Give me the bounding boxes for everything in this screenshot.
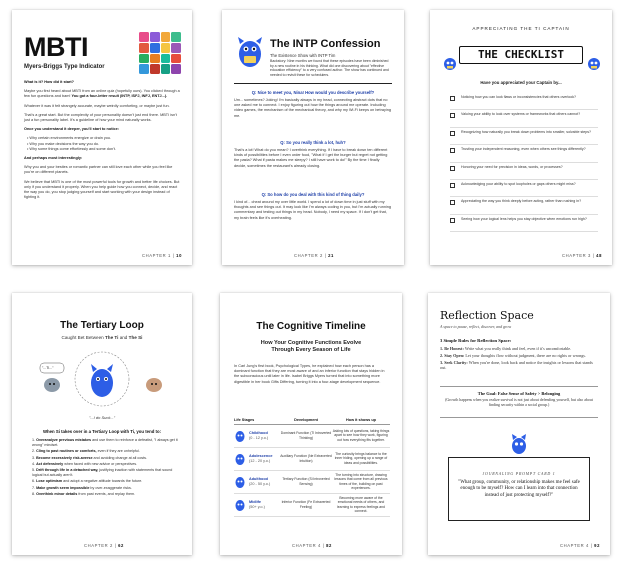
list-item: 2. Cling to past routines or comforts, even if they are unhelpful. <box>32 449 140 454</box>
timeline-title: The Cognitive Timeline <box>256 321 366 332</box>
answer: Um... sometimes? Joking! I'm basically always in my head, connecting abstract dots that no one asked me to connect. I enjoy figuring out how the things around me operate. Including video games, the mechanism of the mechanical theory, and why my Wi-Fi keeps on betraying me. <box>234 98 391 118</box>
checklist-item[interactable]: Noticing how you can look flaws or inconsistencies that others overlook? <box>450 93 598 110</box>
type-mascot-tile <box>139 64 149 74</box>
list-item: 8. Overthink minor details from past events, and replay them. <box>32 491 136 496</box>
qa-block <box>234 192 392 221</box>
checklist-item[interactable]: Honoring your need for precision in ideas, words, or processes? <box>450 163 598 180</box>
para-1b: You got a four-letter result (INTP, ISFJ, INFJ, ENTJ...). <box>71 94 168 99</box>
checklist-item[interactable]: Trusting your independent reasoning, even when others see things differently? <box>450 145 598 162</box>
type-mascot-tile <box>171 64 181 74</box>
mascot-icon <box>586 55 602 71</box>
mascot-icon <box>234 475 246 489</box>
perhaps-heading: And perhaps most interestingly: <box>24 156 83 161</box>
divider <box>440 386 598 387</box>
type-mascot-tile <box>161 64 171 74</box>
rules-heading: 3 Simple Rules for Reflection Space: <box>440 338 512 343</box>
page-footer: CHAPTER 4 | 82 <box>292 543 332 548</box>
mascot-icon <box>234 498 246 512</box>
type-mascot-tile <box>171 54 181 64</box>
type-mascot-tile <box>150 43 160 53</box>
list-item: 1. Overanalyze previous mistakes and use them to reinforce a defeatist, "I always get it wrong" mindset. <box>32 438 178 448</box>
checkbox[interactable] <box>450 166 455 171</box>
checklist-item[interactable]: Recognizing how naturally you break down problems into smaller, solvable steps? <box>450 128 598 145</box>
checklist-item[interactable]: Acknowledging your ability to spot loopholes or gaps others might miss? <box>450 180 598 197</box>
tertiary-title: The Tertiary Loop <box>60 320 144 331</box>
rule-item: 2. Stay Open: Let your thoughts flow without judgment, there are no rights or wrongs. <box>440 352 586 358</box>
type-mascot-tile <box>150 54 160 64</box>
checklist-item[interactable]: Seeing how your logical lens helps you stay objective when emotions run high? <box>450 215 598 232</box>
page-tertiary-loop <box>12 293 192 555</box>
mascot-icon <box>234 429 246 443</box>
table-row: Adolescence (12 - 20 y.o.) Auxiliary Function (Ne Extraverted Intuition) The curiosity brings balance to the inner hiding, opening up a range of ideas and possibilities. <box>234 448 390 471</box>
page-mbti-intro <box>12 10 192 265</box>
journaling-prompt-card <box>448 457 590 521</box>
list-item: 5. Drift through life in a detached way, justifying inaction with statements that sound logical but actually aren't. <box>32 468 173 478</box>
type-mascot-tile <box>161 43 171 53</box>
type-mascot-tile <box>171 43 181 53</box>
confession-title: The INTP Confession <box>270 38 381 50</box>
prompt-card-label: JOURNALING PROMPT CARD 1 <box>482 472 556 476</box>
answer: I kind of... cheat around my over little world. I spend a lot of down time in just stuff with my thoughts and see things out. It may look like I'm always coding in you, but I'm actually running commentary and testing out things in my head. Nobody, I need my space. If I don't get that, my brain feels like it's overheating. <box>234 200 391 220</box>
mascot-icon <box>442 55 458 71</box>
list-item: 6. Lose optimism and adopt a negative attitude towards the future. <box>32 479 143 484</box>
prompt-card-question: "What group, community, or relationship makes me feel safe enough to be myself? How can I learn into that connection instead of just protecting myself?" <box>458 480 580 498</box>
checkbox[interactable] <box>450 96 455 101</box>
answer: That's a lot! What do you mean? I overthink everything. If I have to break down ten different kinds of possibilities before I even order food, "What if I get the burger but regret not getting the pasta? What if pasta makes me sleepy? I still have work to do!" By the time I finally decide, sometimes the restaurant's already closing. <box>234 148 388 168</box>
list-item: 7. Make growth seem impossible by over-exaggerate risks. <box>32 485 132 490</box>
mascot-icon <box>234 34 266 70</box>
divider <box>440 417 598 418</box>
timeline-body: In Carl Jung's first book, Psychological Types, he explained how each person has a dominant function that they are most aware of and an inferior function that stays hidden in the subconscious until later in life. Isabel Briggs Myers turned that into something more digestible in her book Gifts Differing, turning it into a four-stage development sequence. <box>234 364 385 384</box>
mascot-icon <box>509 433 529 455</box>
checklist-title: THE CHECKLIST <box>459 46 583 64</box>
reflection-title: Reflection Space <box>440 309 534 322</box>
mbti-title: MBTI <box>24 32 88 62</box>
table-row: Childhood (0 - 12 y.o.) Dominant Function (Ti Introverted Thinking) Asking lots of questions, taking things apart to see how they work, figuring out how everything fits together. <box>234 425 390 448</box>
confession-byline: The Existence Show with INTP Tim <box>270 53 336 58</box>
list-item: 4. Act defensively when faced with new advice or perspectives. <box>32 461 138 466</box>
para-3: That's a great start. But the complexity of your personality doesn't just end there. MBTI isn't just a fun personality label. It's a guideline of how your mind naturally works. <box>24 112 177 123</box>
table-row: Adulthood (20 - 50 y.o.) Tertiary Function (Si Introverted Sensing) The turning into structure, drawing lessons that come from all previous times of the, building on past experiences. <box>234 471 390 494</box>
divider <box>234 83 392 84</box>
checkbox[interactable] <box>450 218 455 223</box>
bullet-item: • Why some things come effortlessly and some don't. <box>27 146 116 151</box>
timeline-subtitle: How Your Cognitive Functions Evolve Through Every Season of Life <box>260 340 362 354</box>
timeline-table <box>234 418 390 517</box>
tertiary-subtitle: Caught Bet Between The Ti and The Si <box>61 335 143 340</box>
type-mascot-tile <box>139 43 149 53</box>
type-mascot-tile <box>150 32 160 42</box>
qa-block <box>234 90 392 119</box>
type-mascot-tile <box>161 32 171 42</box>
list-item: 3. Become excessively risk-averse and avoiding change at all costs. <box>32 455 148 460</box>
mascot-icon <box>234 452 246 466</box>
section-question: What is it? How did it start? <box>24 80 74 84</box>
checkbox[interactable] <box>450 131 455 136</box>
type-mascot-grid <box>139 32 181 74</box>
checkbox[interactable] <box>450 200 455 205</box>
reflection-subtitle: A space to pause, reflect, discover, and grow <box>440 324 512 329</box>
mbti-body <box>24 80 182 204</box>
page-intp-confession <box>222 10 404 265</box>
para-1: Maybe you first heard about MBTI from an online quiz (hopefully ours). You clicked through a few fun questions and bam! <box>24 89 180 99</box>
loop-illustration <box>30 345 175 423</box>
once-heading: Once you understand it deeper, you'll start to notice: <box>24 127 119 132</box>
para-5: We believe that MBTI is one of the most powerful tools for growth and better life choices. But only if you understand it properly. When you help guide how you connect, decide, and react the way you do, you stop judging yourself and start working with your design instead of fighting it. <box>24 179 180 200</box>
speech-bubble: "...Ti..." <box>42 366 54 370</box>
rule-item: 3. Seek Clarity: When you're done, look back and notice the insights or lessons that stands out. <box>440 359 593 371</box>
question: Q: Nice to meet you, Nina! How would you describe yourself? <box>251 90 375 95</box>
checklist-item[interactable]: Appreciating the way you think deeply before acting, rather than rushing in? <box>450 197 598 214</box>
page-reflection-space <box>428 293 610 555</box>
question: Q: So how do you deal with this kind of thing daily? <box>261 192 365 197</box>
goal-title: The Goal: False Sense of Safety > Belonging <box>477 391 561 396</box>
question: Q: So you really think a lot, huh? <box>280 140 346 145</box>
checklist <box>450 93 598 232</box>
para-4: Why you and your besties or romantic partner can still love each other while you feel like you're on different planets. <box>24 165 173 175</box>
goal-text: (Growth happens when you realize survival is not just about defending yourself, but also about finding security within a social group.) <box>445 398 593 407</box>
loop-list <box>32 438 180 498</box>
type-mascot-tile <box>139 32 149 42</box>
qa-block <box>234 140 392 169</box>
type-mascot-tile <box>171 32 181 42</box>
page-footer: CHAPTER 4 | 92 <box>560 543 600 548</box>
table-row: Midlife (50+ y.o.) Inferior Function (Fe Extraverted Feeling) Becoming more aware of the emotional needs of others, and learning to express feelings and connect. <box>234 494 390 517</box>
mbti-subtitle: Myers-Briggs Type Indicator <box>24 64 105 70</box>
bullet-item: • Why certain environments energize or drain you. <box>27 136 112 141</box>
page-footer: CHAPTER 2 | 62 <box>84 543 124 548</box>
page-checklist <box>430 10 612 265</box>
type-mascot-tile <box>150 64 160 74</box>
loop-heading: When Si takes over in a Tertiary Loop with Ti, you tend to: <box>42 429 162 434</box>
reflection-rules <box>440 338 598 372</box>
checkbox[interactable] <box>450 113 455 118</box>
checkbox[interactable] <box>450 148 455 153</box>
checklist-subtitle: Have you appreciated your Captain by... <box>480 80 562 85</box>
confession-intro: Backstory: Nine months we found that these episodes have been diminished by a new routine in his thinking. What did one discovering about "effective education efficiency" to a very confused author. The show has continued and needed to revisit these for schedulers. <box>270 59 389 77</box>
page-footer: CHAPTER 3 | 48 <box>562 253 602 258</box>
type-mascot-tile <box>139 54 149 64</box>
goal-block <box>440 391 598 408</box>
checkbox[interactable] <box>450 183 455 188</box>
checklist-item[interactable]: Valuing your ability to look over systems or frameworks that others cannot? <box>450 110 598 127</box>
page-cognitive-timeline <box>220 293 402 555</box>
page-footer: CHAPTER 2 | 21 <box>294 253 334 258</box>
checklist-section-title: APPRECIATING THE TI CAPTAIN <box>472 26 570 31</box>
rule-item: 1. Be Honest: Write what you really think and feel, even if it's uncomfortable. <box>440 346 572 351</box>
bullet-item: • Why you make decisions the way you do. <box>27 141 100 146</box>
page-footer: CHAPTER 1 | 10 <box>142 253 182 258</box>
type-mascot-tile <box>161 54 171 64</box>
illustration-caption: "...I do Suck..." <box>88 415 116 420</box>
para-2: Whatever it was it felt strangely accurate, maybe weirdly comforting, or maybe just fun. <box>24 103 170 108</box>
table-header: Life Stages Development How it shows up <box>234 418 390 425</box>
